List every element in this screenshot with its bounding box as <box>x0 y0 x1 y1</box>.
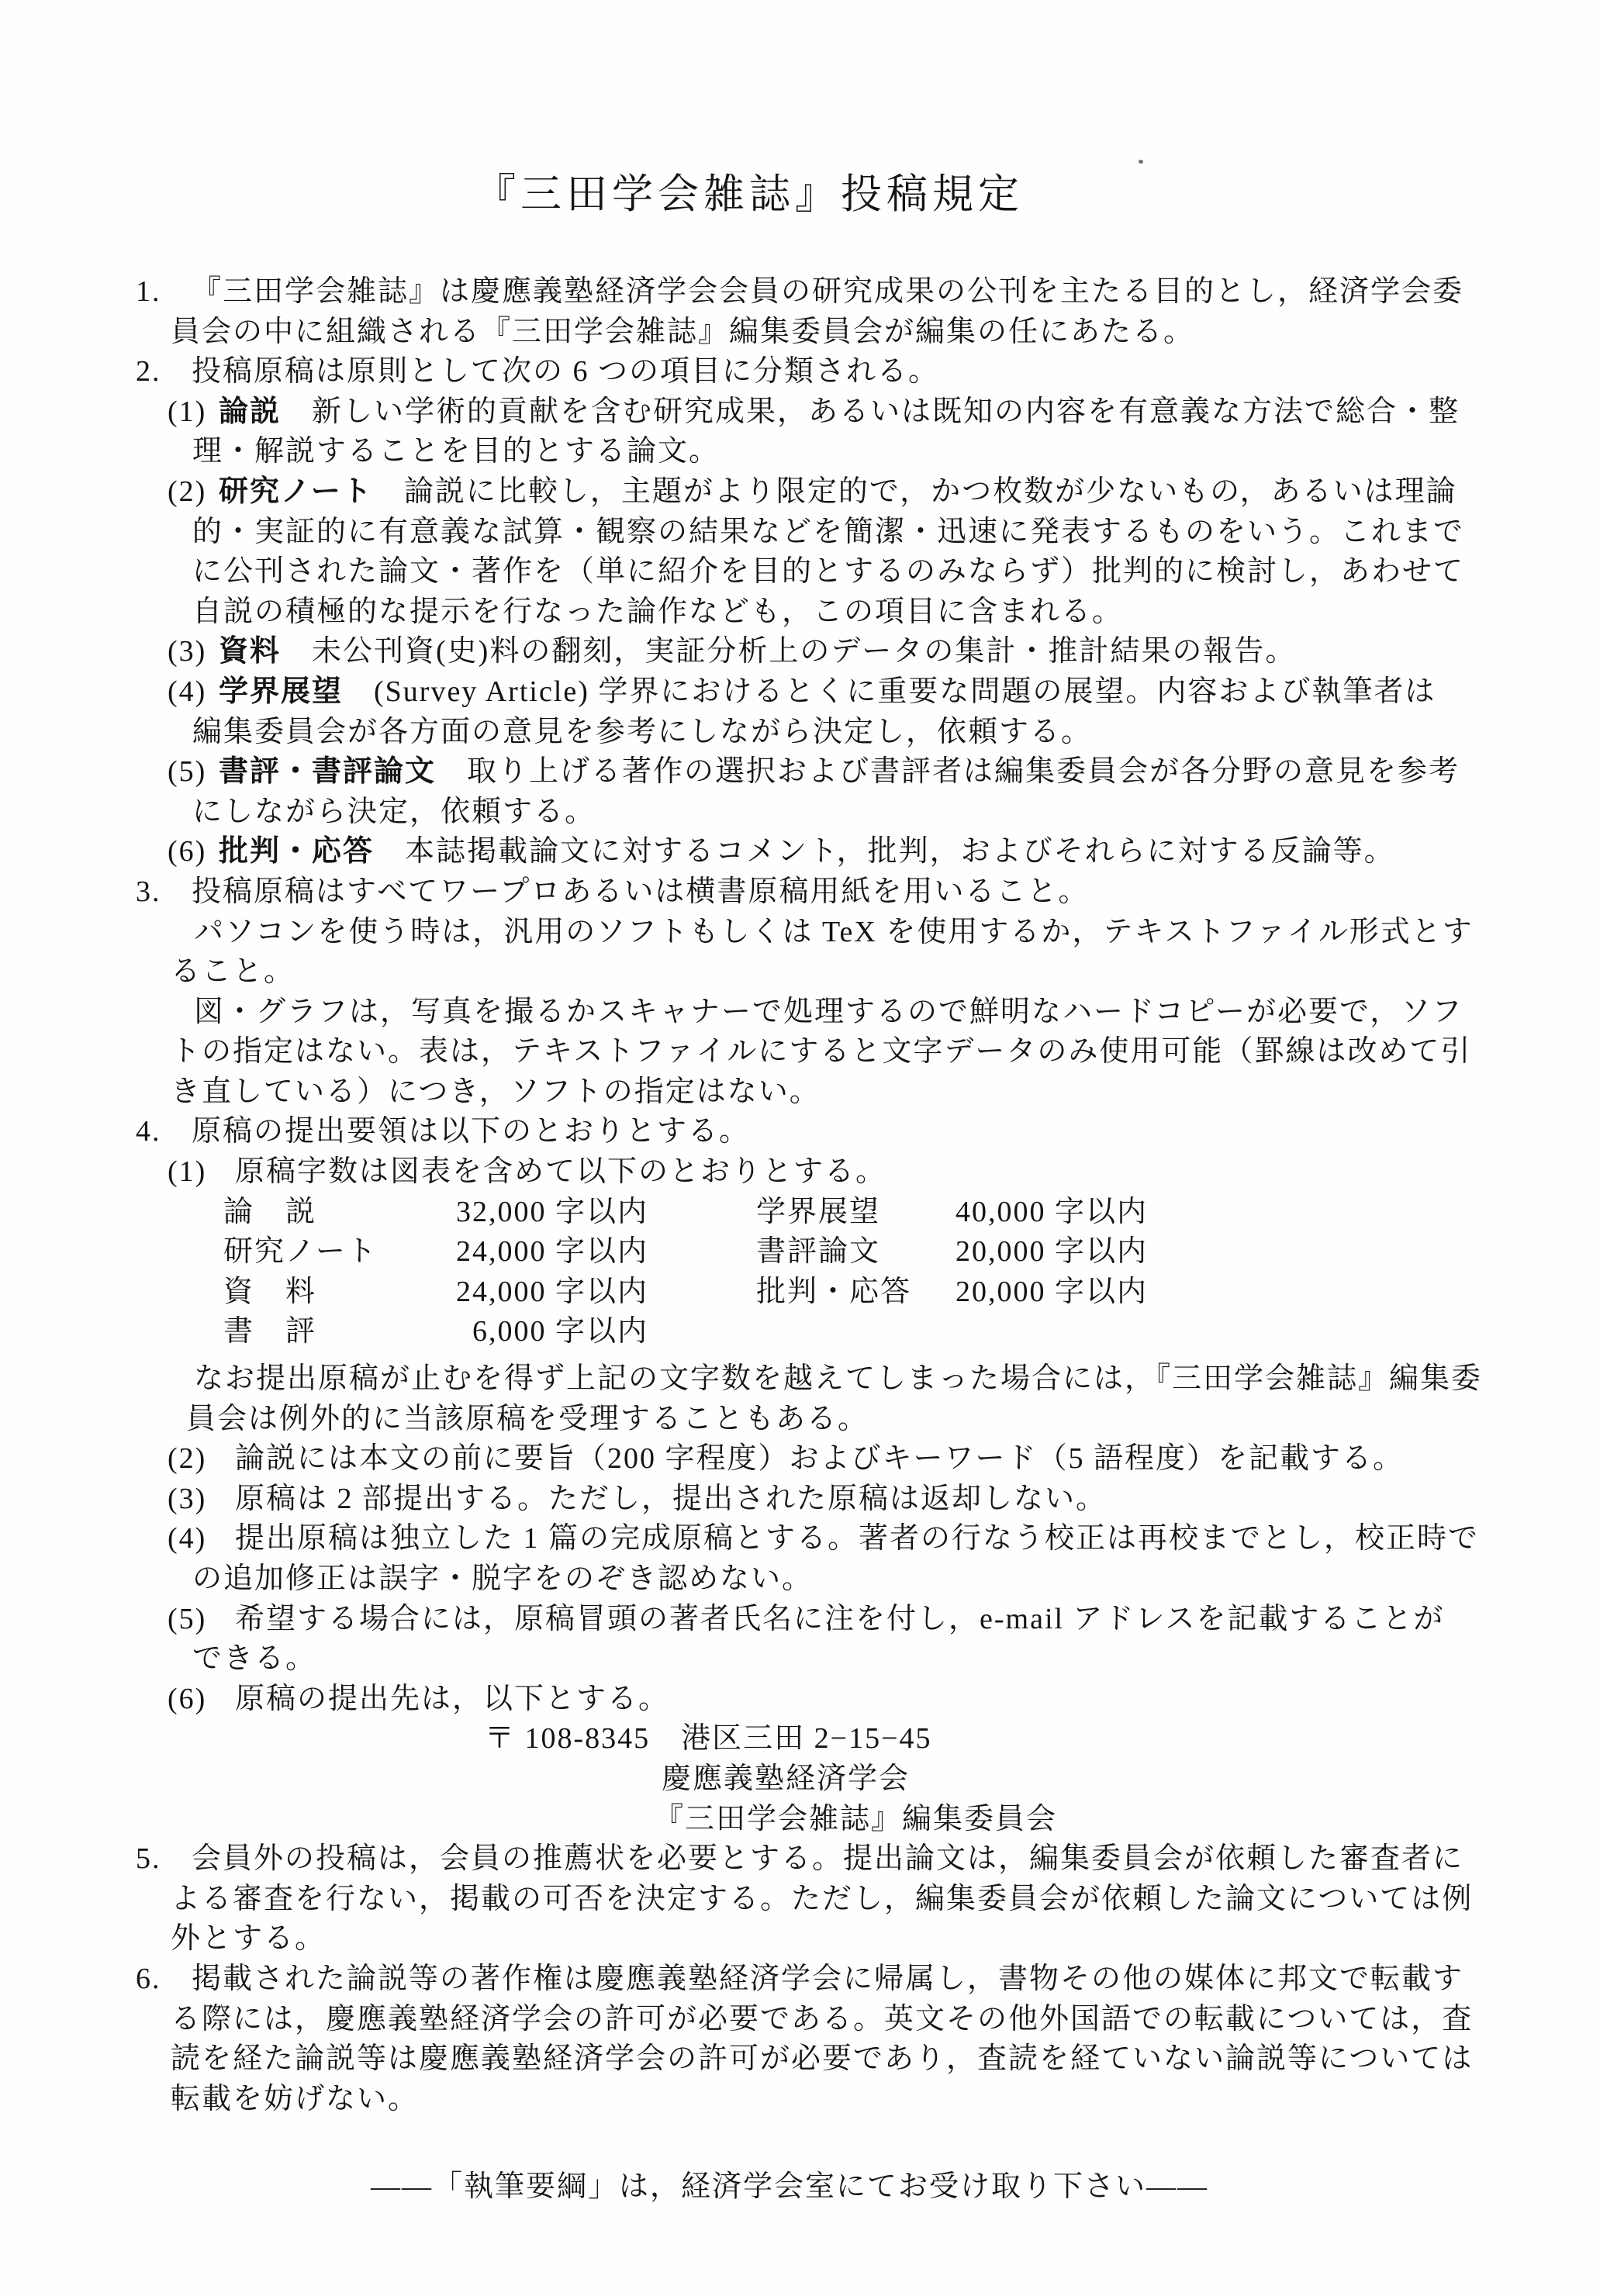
category-label: 資料 <box>219 635 282 668</box>
item-marker: (4) <box>168 1522 207 1555</box>
line-text: 投稿原稿はすべてワープロあるいは横書原稿用紙を用いること。 <box>192 875 1090 908</box>
line-text: 『三田学会雑誌』編集委員会 <box>654 1802 1058 1835</box>
item-marker: (6) <box>168 835 207 868</box>
table-category-cell: 書評論文 <box>756 1235 881 1269</box>
table-category-cell: 論 説 <box>223 1195 317 1228</box>
text-line <box>0 2000 1600 2040</box>
category-label: 研究ノート <box>219 475 373 508</box>
text-line <box>0 952 1600 993</box>
line-text: の追加修正は誤字・脱字をのぞき認めない。 <box>192 1562 814 1595</box>
line-text: にしながら決定，依頼する。 <box>192 795 596 828</box>
line-text: 〒 108-8345 港区三田 2−15−45 <box>485 1722 932 1756</box>
text-line <box>0 592 1600 633</box>
line-text: 本誌掲載論文に対するコメント，批判，およびそれらに対する反論等。 <box>405 835 1395 868</box>
line-text: 会員外の投稿は，会員の推薦状を必要とする。提出論文は，編集委員会が依頼した審査者に <box>192 1842 1464 1876</box>
address-line <box>0 1719 1600 1759</box>
line-text: 未公刊資(史)料の翻刻，実証分析上のデータの集計・推計結果の報告。 <box>312 635 1297 668</box>
table-category-cell: 批判・応答 <box>756 1275 912 1308</box>
line-text: に公刊された論文・著作を（単に紹介を目的とするのみならず）批判的に検討し，あわせて <box>192 555 1465 589</box>
line-text: 論説には本文の前に要旨（200 字程度）およびキーワード（5 語程度）を記載する。 <box>235 1442 1405 1476</box>
text-line <box>0 792 1600 833</box>
item-marker: (4) <box>168 675 207 708</box>
address-line <box>0 1759 1600 1800</box>
line-text: 自説の積極的な提示を行なった論作なども，この項目に含まれる。 <box>192 595 1124 628</box>
line-text: ――「執筆要綱」は，経済学会室にてお受け取り下さい―― <box>371 2170 1209 2204</box>
category-label: 論説 <box>219 395 282 428</box>
line-text: よる審査を行ない，掲載の可否を決定する。ただし，編集委員会が依頼した論文については例 <box>171 1882 1474 1915</box>
table-category-cell: 研究ノート <box>223 1235 378 1269</box>
list-item-line <box>0 1959 1600 2000</box>
list-item-line <box>0 1839 1600 1880</box>
line-text: 的・実証的に有意義な試算・観察の結果などを簡潔・迅速に発表するものをいう。これまで <box>192 515 1465 548</box>
item-marker: (1) <box>168 1155 207 1189</box>
list-item-line <box>0 352 1600 392</box>
table-limit-cell: 20,000 字以内 <box>955 1235 1148 1269</box>
table-limit-cell: 32,000 字以内 <box>455 1195 648 1228</box>
table-limit-cell: 20,000 字以内 <box>955 1275 1148 1308</box>
list-item-line <box>0 752 1600 792</box>
line-text: 希望する場合には，原稿冒頭の著者氏名に注を付し，e-mail アドレスを記載することが <box>235 1602 1445 1635</box>
list-item-line <box>0 872 1600 913</box>
text-line <box>0 1639 1600 1680</box>
line-text: (Survey Article) 学界におけるとくに重要な問題の展望。内容および執筆者は <box>374 675 1436 708</box>
text-line <box>0 993 1600 1033</box>
item-marker: 2. <box>136 355 161 388</box>
item-marker: (5) <box>168 755 207 789</box>
text-line <box>0 2039 1600 2080</box>
list-item-line <box>0 1439 1600 1479</box>
line-text: 読を経た論説等は慶應義塾経済学会の許可が必要であり，査読を経ていない論説等については <box>171 2042 1474 2076</box>
text-line <box>0 432 1600 472</box>
item-marker: (1) <box>168 395 207 428</box>
line-text: 外とする。 <box>171 1922 327 1956</box>
line-text: 投稿原稿は原則として次の 6 つの項目に分類される。 <box>192 355 940 388</box>
text-line <box>0 913 1600 953</box>
text-line <box>0 1359 1600 1400</box>
table-category-cell: 資 料 <box>223 1275 317 1308</box>
text-line <box>0 1032 1600 1072</box>
address-line <box>0 1800 1600 1840</box>
table-limit-cell: 24,000 字以内 <box>455 1235 648 1269</box>
text-line <box>0 312 1600 353</box>
line-text: る際には，慶應義塾経済学会の許可が必要である。英文その他外国語での転載については，査 <box>171 2002 1474 2035</box>
line-text: トの指定はない。表は，テキストファイルにすると文字データのみ使用可能（罫線は改めて引 <box>171 1035 1472 1069</box>
item-marker: (5) <box>168 1602 207 1635</box>
line-text: 原稿の提出先は，以下とする。 <box>235 1682 670 1715</box>
item-marker: 5. <box>136 1842 161 1876</box>
text-line <box>0 1919 1600 1959</box>
list-item-line <box>0 472 1600 513</box>
item-marker: (2) <box>168 475 207 508</box>
line-text: 原稿は 2 部提出する。ただし，提出された原稿は返却しない。 <box>235 1482 1108 1515</box>
list-item-line <box>0 1112 1600 1152</box>
list-item-line <box>0 392 1600 433</box>
item-marker: 6. <box>136 1962 161 1995</box>
table-row <box>0 1272 1600 1313</box>
list-item-line <box>0 832 1600 872</box>
item-marker: 3. <box>136 875 161 908</box>
line-text: 員会は例外的に当該原稿を受理することもある。 <box>186 1402 869 1435</box>
text-line <box>0 513 1600 553</box>
list-item-line <box>0 1152 1600 1193</box>
text-line <box>0 1559 1600 1600</box>
item-marker: (3) <box>168 1482 207 1515</box>
line-text: 員会の中に組織される『三田学会雑誌』編集委員会が編集の任にあたる。 <box>171 315 1195 348</box>
category-label: 学界展望 <box>219 675 344 708</box>
item-marker: (6) <box>168 1682 207 1715</box>
line-text: 新しい学術的貢献を含む研究成果，あるいは既知の内容を有意義な方法で総合・整 <box>312 395 1460 428</box>
table-row <box>0 1232 1600 1272</box>
table-limit-cell: 6,000 字以内 <box>472 1315 648 1348</box>
text-line <box>0 2080 1600 2120</box>
table-limit-cell: 40,000 字以内 <box>955 1195 1148 1228</box>
document-title: 『三田学会雑誌』投稿規定 <box>475 172 1024 217</box>
list-item-line <box>0 1519 1600 1559</box>
list-item-line <box>0 672 1600 713</box>
table-row <box>0 1193 1600 1233</box>
list-item-line <box>0 632 1600 672</box>
line-text: なお提出原稿が止むを得ず上記の文字数を越えてしまった場合には，『三田学会雑誌』編集委 <box>194 1362 1483 1396</box>
table-category-cell: 書 評 <box>223 1315 317 1348</box>
item-marker: 4. <box>136 1115 161 1148</box>
line-text: 『三田学会雑誌』は慶應義塾経済学会会員の研究成果の公刊を主たる目的とし，経済学会委 <box>192 275 1464 308</box>
line-text: ること。 <box>171 955 295 989</box>
line-text: 取り上げる著作の選択および書評者は編集委員会が各分野の意見を参考 <box>467 755 1460 789</box>
category-label: 批判・応答 <box>219 835 375 868</box>
list-item-line <box>0 1600 1600 1640</box>
list-item-line <box>0 1680 1600 1720</box>
text-line <box>0 1400 1600 1440</box>
list-item-line <box>0 272 1600 312</box>
item-marker: (3) <box>168 635 207 668</box>
line-text: 提出原稿は独立した 1 篇の完成原稿とする。著者の行なう校正は再校までとし，校正時で <box>235 1522 1480 1555</box>
line-text: 原稿の提出要領は以下のとおりとする。 <box>192 1115 751 1148</box>
line-text: き直している）につき，ソフトの指定はない。 <box>171 1075 821 1108</box>
table-category-cell: 学界展望 <box>756 1195 881 1228</box>
line-text: パソコンを使う時は，汎用のソフトもしくは TeX を使用するか，テキストファイル形式とす <box>194 915 1474 948</box>
footer-note <box>0 2167 1600 2208</box>
line-text: 掲載された論説等の著作権は慶應義塾経済学会に帰属し，書物その他の媒体に邦文で転載す <box>192 1962 1464 1995</box>
item-marker: 1. <box>136 275 161 308</box>
table-row <box>0 1312 1600 1352</box>
table-limit-cell: 24,000 字以内 <box>455 1275 648 1308</box>
line-text: 理・解説することを目的とする論文。 <box>192 435 721 468</box>
line-text: 慶應義塾経済学会 <box>662 1762 911 1795</box>
text-line <box>0 713 1600 753</box>
category-label: 書評・書評論文 <box>219 755 437 789</box>
line-text: 転載を妨げない。 <box>171 2082 420 2115</box>
list-item-line <box>0 1479 1600 1520</box>
text-line <box>0 1880 1600 1920</box>
line-text: できる。 <box>192 1642 317 1676</box>
text-line <box>0 1072 1600 1113</box>
line-text: 編集委員会が各方面の意見を参考にしながら決定し，依頼する。 <box>192 715 1093 748</box>
item-marker: (2) <box>168 1442 207 1476</box>
line-text: 図・グラフは，写真を撮るかスキャナーで処理するので鮮明なハードコピーが必要で，ソフ <box>194 995 1463 1028</box>
line-text: 論説に比較し，主題がより限定的で，かつ枚数が少ないもの，あるいは理論 <box>403 475 1457 508</box>
line-text: 原稿字数は図表を含めて以下のとおりとする。 <box>235 1155 887 1189</box>
text-line <box>0 552 1600 592</box>
